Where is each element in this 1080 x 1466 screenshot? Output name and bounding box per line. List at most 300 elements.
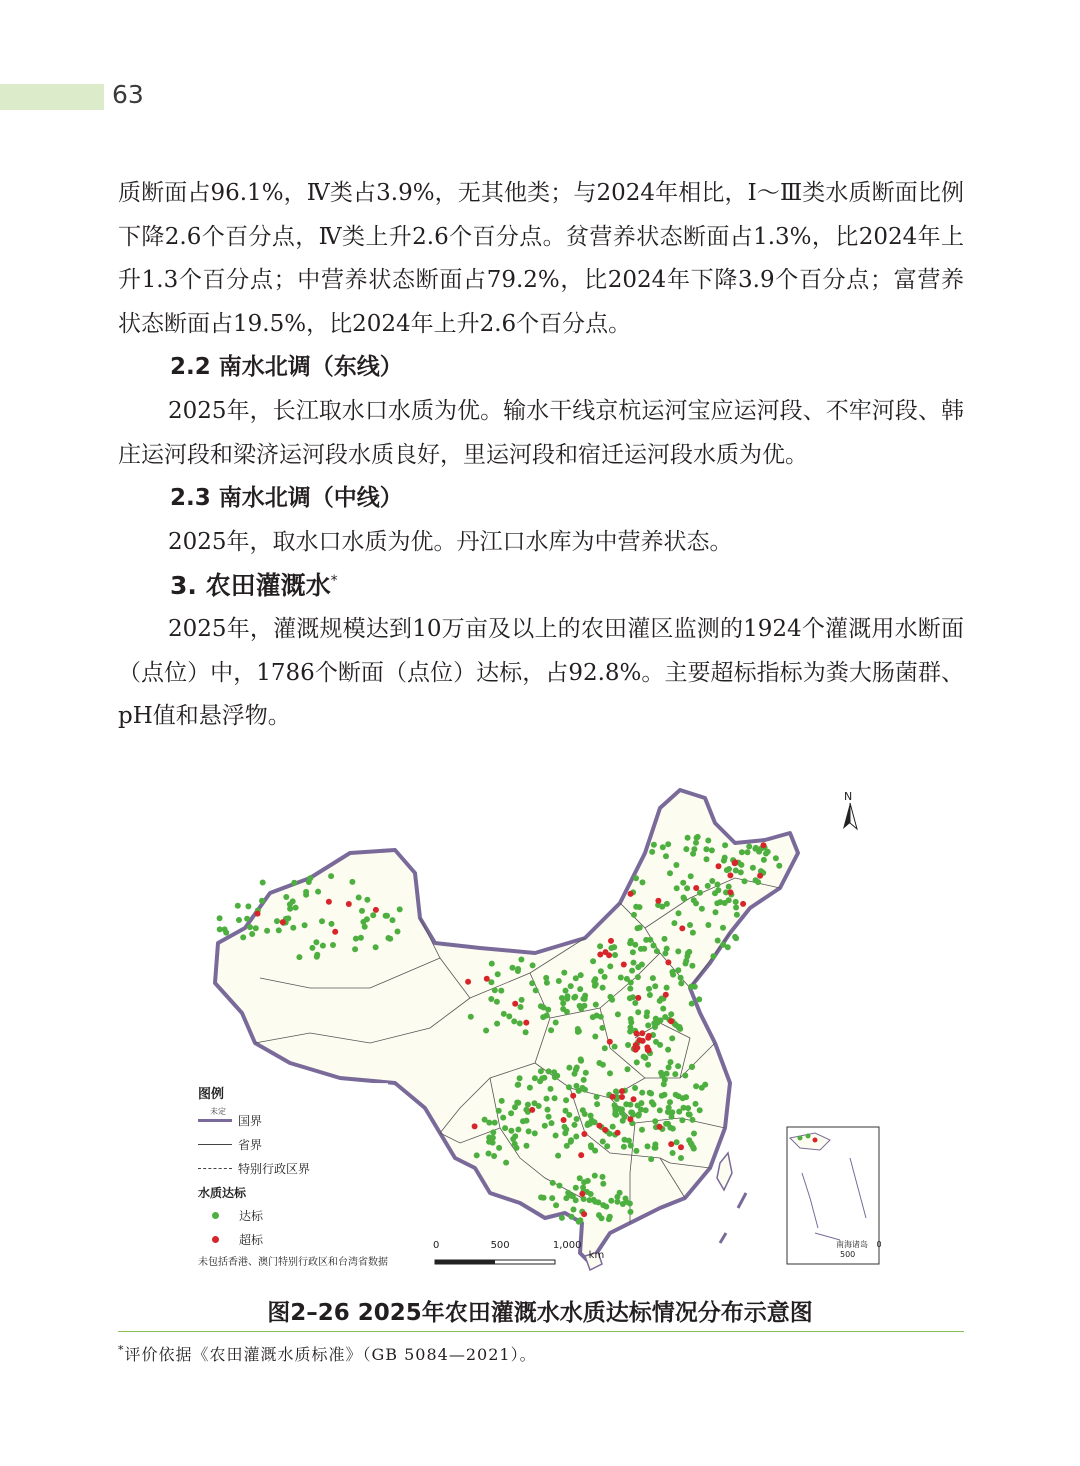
pass-point: [540, 1014, 546, 1020]
pass-point: [315, 889, 321, 895]
pass-point: [593, 981, 599, 987]
pass-point: [651, 1020, 657, 1026]
pass-point: [358, 935, 364, 941]
pass-point: [353, 936, 359, 942]
pass-point: [588, 1191, 594, 1197]
pass-point: [629, 968, 635, 974]
pass-point: [673, 862, 679, 868]
pass-point: [510, 965, 516, 971]
pass-point: [519, 997, 525, 1003]
pass-point: [651, 842, 657, 848]
pass-point: [274, 918, 280, 924]
pass-point: [631, 912, 637, 918]
fail-point: [668, 1141, 674, 1147]
pass-point: [352, 946, 358, 952]
fail-point: [621, 962, 627, 968]
pass-point: [633, 1148, 639, 1154]
fail-point: [645, 1047, 651, 1053]
pass-point: [329, 921, 335, 927]
pass-point: [607, 1070, 613, 1076]
pass-point: [247, 924, 253, 930]
pass-point: [679, 1117, 685, 1123]
pass-point: [373, 944, 379, 950]
pass-point: [562, 1124, 568, 1130]
pass-point: [651, 1102, 657, 1108]
inset-scale-500: 500: [840, 1250, 856, 1259]
fail-point: [326, 899, 332, 905]
pass-point: [623, 1196, 629, 1202]
pass-point: [687, 1112, 693, 1118]
sea-border-dashes: [720, 1193, 746, 1243]
pass-point: [349, 879, 355, 885]
pass-point: [734, 912, 740, 918]
pass-point: [264, 928, 270, 934]
pass-point: [538, 1068, 544, 1074]
pass-point: [630, 994, 636, 1000]
pass-point: [499, 1098, 505, 1104]
pass-point: [662, 936, 668, 942]
pass-dot-icon: [212, 1212, 219, 1219]
fail-point: [578, 1152, 584, 1158]
pass-point: [515, 1127, 521, 1133]
pass-point: [634, 1059, 640, 1065]
fail-point: [727, 872, 733, 878]
pass-point: [397, 906, 403, 912]
pass-point: [244, 916, 250, 922]
pass-point: [594, 1094, 600, 1100]
pass-point: [545, 1107, 551, 1113]
pass-point: [364, 897, 370, 903]
pass-point: [542, 1123, 548, 1129]
legend-title: 图例: [198, 1087, 225, 1102]
inset-label: [836, 1239, 890, 1259]
fail-point: [512, 1001, 518, 1007]
pass-point: [565, 993, 571, 999]
pass-point: [508, 1110, 514, 1116]
pass-point: [615, 1011, 621, 1017]
pass-point: [670, 1126, 676, 1132]
fail-point: [639, 1030, 645, 1036]
pass-point: [571, 995, 577, 1001]
pass-point: [514, 1100, 520, 1106]
pass-point: [632, 942, 638, 948]
pass-point: [720, 925, 726, 931]
pass-point: [668, 1059, 674, 1065]
pass-point: [553, 1020, 559, 1026]
pass-point: [549, 1195, 555, 1201]
pass-point: [628, 1019, 634, 1025]
fail-point: [579, 1191, 585, 1197]
pass-point: [517, 1020, 523, 1026]
pass-point: [387, 936, 393, 942]
legend-pass-label: 达标: [239, 1208, 264, 1223]
pass-point: [604, 1143, 610, 1149]
pass-point: [550, 1180, 556, 1186]
legend-fail-label: 超标: [239, 1232, 264, 1247]
pass-point: [501, 1011, 507, 1017]
footnote-mark: *: [330, 573, 338, 590]
fail-point: [596, 1123, 602, 1129]
fail-point: [634, 1031, 640, 1037]
pass-point: [675, 967, 681, 973]
pass-point: [582, 993, 588, 999]
pass-point: [608, 1198, 614, 1204]
pass-point: [697, 890, 703, 896]
fail-point: [678, 1144, 684, 1150]
fail-point: [636, 1037, 642, 1043]
pass-point: [217, 926, 223, 932]
pass-point: [587, 1197, 593, 1203]
figure-caption: 图2–26 2025年农田灌溉水水质达标情况分布示意图: [267, 1300, 813, 1326]
pass-point: [689, 963, 695, 969]
pass-point: [674, 1139, 680, 1145]
scale-tick-1000: 1,000: [552, 1240, 582, 1251]
pass-point: [581, 1196, 587, 1202]
legend-fail: [198, 1227, 388, 1251]
fail-point: [523, 1020, 529, 1026]
pass-point: [763, 851, 769, 857]
fail-point: [570, 1093, 576, 1099]
pass-point: [690, 851, 696, 857]
pass-point: [675, 948, 681, 954]
pass-point: [618, 975, 624, 981]
pass-point: [594, 1101, 600, 1107]
pass-point: [490, 1129, 496, 1135]
pass-point: [511, 1018, 517, 1024]
pass-point: [524, 1143, 530, 1149]
pass-point: [726, 866, 732, 872]
fail-point: [716, 863, 722, 869]
pass-point: [619, 1110, 625, 1116]
pass-point: [682, 1073, 688, 1079]
pass-point: [690, 930, 696, 936]
pass-point: [683, 961, 689, 967]
legend-quality-title: 水质达标: [198, 1186, 247, 1200]
pass-point: [663, 1121, 669, 1127]
pass-point: [313, 939, 319, 945]
pass-point: [566, 1084, 572, 1090]
pass-point: [678, 975, 684, 981]
pass-point: [486, 1135, 492, 1141]
pass-point: [560, 1000, 566, 1006]
pass-point: [746, 844, 752, 850]
pass-point: [678, 980, 684, 986]
scale-bar: [435, 1260, 555, 1264]
fail-point: [663, 992, 669, 998]
fail-point: [761, 842, 767, 848]
fail-point: [728, 889, 734, 895]
pass-point: [686, 949, 692, 955]
pass-point: [597, 943, 603, 949]
pass-point: [675, 1063, 681, 1069]
pass-point: [653, 1039, 659, 1045]
pass-point: [568, 983, 574, 989]
scale-tick-0: 0: [433, 1240, 440, 1251]
pass-point: [773, 855, 779, 861]
pass-point: [577, 1003, 583, 1009]
pass-point: [742, 878, 748, 884]
pass-point: [532, 1100, 538, 1106]
pass-point: [240, 934, 246, 940]
pass-point: [592, 1034, 598, 1040]
fail-point: [679, 925, 685, 931]
pass-point: [665, 1047, 671, 1053]
fail-point: [628, 891, 634, 897]
pass-point: [370, 912, 376, 918]
pass-point: [715, 882, 721, 888]
pass-point: [672, 1071, 678, 1077]
pass-point: [640, 879, 646, 885]
pass-point: [670, 1150, 676, 1156]
pass-point: [678, 1155, 684, 1161]
pass-point: [647, 992, 653, 998]
pass-point: [395, 929, 401, 935]
legend-sar-border-label: 特别行政区界: [238, 1161, 311, 1176]
pass-point: [489, 961, 495, 967]
pass-point: [699, 906, 705, 912]
pass-point: [578, 1058, 584, 1064]
pass-point: [552, 1095, 558, 1101]
pass-point: [596, 1060, 602, 1066]
pass-point: [526, 1128, 532, 1134]
pass-point: [699, 1085, 705, 1091]
pass-point: [677, 1026, 683, 1032]
fail-point: [608, 938, 614, 944]
pass-point: [641, 1054, 647, 1060]
pass-point: [600, 985, 606, 991]
pass-point: [498, 988, 504, 994]
pass-point: [561, 970, 567, 976]
fail-point: [472, 1123, 478, 1129]
pass-point: [544, 980, 550, 986]
pass-point: [687, 922, 693, 928]
pass-point: [359, 908, 365, 914]
pass-point: [600, 1139, 606, 1145]
pass-point: [713, 909, 719, 915]
pass-point: [627, 986, 633, 992]
pass-point: [320, 943, 326, 949]
paragraph-lake-quality: 质断面占96.1%，Ⅳ类占3.9%，无其他类；与2024年相比，Ⅰ～Ⅲ类水质断面比例下降2.6个百分点，Ⅳ类上升2.6个百分点。贫营养状态断面占1.3%，比2024年上升1.3个百分点；中营养状态断面占79.2%，比2024年下降3.9个百分点；富营养状态断面占19.5%，比2024年上升2.6个百分点。: [118, 180, 964, 337]
pass-point: [569, 1214, 575, 1220]
pass-point: [515, 1082, 521, 1088]
pass-point: [692, 984, 698, 990]
pass-point: [733, 868, 739, 874]
pass-point: [508, 1128, 514, 1134]
pass-point: [502, 1125, 508, 1131]
pass-point: [253, 925, 259, 931]
pass-point: [532, 1130, 538, 1136]
pass-point: [557, 1183, 563, 1189]
pass-point: [560, 1006, 566, 1012]
pass-point: [515, 966, 521, 972]
pass-point: [627, 1102, 633, 1108]
pass-point: [309, 945, 315, 951]
pass-point: [669, 969, 675, 975]
pass-point: [607, 1214, 613, 1220]
pass-point: [680, 880, 686, 886]
pass-point: [563, 1097, 569, 1103]
pass-point: [527, 1085, 533, 1091]
pass-point: [581, 1077, 587, 1083]
page-number: 63: [112, 80, 144, 109]
pass-point: [574, 1083, 580, 1089]
pass-point: [657, 1107, 663, 1113]
fail-point: [668, 1018, 674, 1024]
fail-point: [602, 1127, 608, 1133]
fail-point: [581, 1211, 587, 1217]
pass-point: [689, 1064, 695, 1070]
pass-point: [695, 834, 701, 840]
paragraph-east-route: 2025年，长江取水口水质为优。输水干线京杭运河宝应运河段、不牢河段、韩庄运河段和梁济运河段水质良好，里运河段和宿迁运河段水质为优。: [118, 397, 964, 468]
legend-provincial-border: [198, 1132, 388, 1156]
pass-point: [588, 1142, 594, 1148]
fail-point: [740, 901, 746, 907]
pass-point: [592, 1199, 598, 1205]
fail-point: [619, 1094, 625, 1100]
fail-point: [597, 952, 603, 958]
pass-point: [503, 1160, 509, 1166]
pass-point: [559, 1215, 565, 1221]
pass-point: [621, 1144, 627, 1150]
pass-point: [667, 1099, 673, 1105]
pass-point: [562, 1130, 568, 1136]
pass-point: [704, 856, 710, 862]
pass-point: [683, 846, 689, 852]
footnote: [118, 1342, 537, 1365]
pass-point: [645, 1062, 651, 1068]
pass-point: [582, 1111, 588, 1117]
fail-point: [607, 1039, 613, 1045]
pass-point: [523, 1029, 529, 1035]
pass-point: [722, 842, 728, 848]
pass-point: [733, 935, 739, 941]
pass-point: [573, 975, 579, 981]
pass-point: [652, 983, 658, 989]
pass-point: [627, 1029, 633, 1035]
pass-point: [673, 1092, 679, 1098]
footnote-text: 评价依据《农田灌溉水质标准》（GB 5084—2021）。: [124, 1345, 537, 1364]
pass-point: [307, 875, 313, 881]
pass-point: [761, 857, 767, 863]
pass-point: [356, 895, 362, 901]
pass-point: [259, 898, 265, 904]
pass-point: [776, 863, 782, 869]
pass-point: [362, 924, 368, 930]
pass-point: [681, 896, 687, 902]
pass-point: [733, 899, 739, 905]
pass-point: [709, 847, 715, 853]
fail-point: [529, 1107, 535, 1113]
heading-irrigation: [118, 564, 964, 608]
pass-point: [500, 1115, 506, 1121]
page-tab: [0, 84, 104, 110]
pass-point: [563, 988, 569, 994]
pass-point: [566, 1112, 572, 1118]
pass-point: [602, 1045, 608, 1051]
pass-point: [506, 1013, 512, 1019]
pass-point: [588, 1113, 594, 1119]
pass-point: [249, 931, 255, 937]
pass-point: [585, 1121, 591, 1127]
pass-point: [573, 1197, 579, 1203]
pass-point: [652, 1118, 658, 1124]
legend-pass: [198, 1203, 388, 1227]
pass-point: [697, 1107, 703, 1113]
pass-point: [290, 898, 296, 904]
fail-point: [346, 901, 352, 907]
pass-point: [612, 952, 618, 958]
pass-point: [703, 846, 709, 852]
scale-labels: [433, 1240, 605, 1261]
pass-point: [488, 996, 494, 1002]
pass-point: [529, 980, 535, 986]
pass-point: [633, 875, 639, 881]
pass-point: [582, 1087, 588, 1093]
legend-note: 未包括香港、澳门特别行政区和台湾省数据: [198, 1257, 388, 1268]
fail-point: [606, 952, 612, 958]
pass-point: [532, 1075, 538, 1081]
pass-point: [613, 1112, 619, 1118]
pass-point: [690, 1117, 696, 1123]
pass-point: [364, 916, 370, 922]
fail-point: [373, 907, 379, 913]
pass-point: [544, 1096, 550, 1102]
pass-point: [648, 1091, 654, 1097]
pass-point: [696, 996, 702, 1002]
pass-point: [302, 922, 308, 928]
pass-point: [611, 944, 617, 950]
pass-point: [545, 1007, 551, 1013]
pass-point: [553, 1202, 559, 1208]
pass-point: [693, 1083, 699, 1089]
pass-point: [683, 1094, 689, 1100]
pass-point: [593, 1002, 599, 1008]
pass-point: [328, 873, 334, 879]
fail-point: [757, 873, 763, 879]
pass-point: [548, 1086, 554, 1092]
pass-point: [496, 1108, 502, 1114]
pass-point: [578, 972, 584, 978]
pass-point: [689, 1001, 695, 1007]
pass-point: [599, 1025, 605, 1031]
pass-point: [739, 849, 745, 855]
pass-point: [715, 887, 721, 893]
pass-point: [649, 849, 655, 855]
paragraph-middle-route: 2025年，取水口水质为优。丹江口水库为中营养状态。: [168, 528, 733, 555]
pass-point: [745, 849, 751, 855]
north-arrow: [843, 803, 857, 829]
pass-point: [235, 903, 241, 909]
pass-point: [664, 901, 670, 907]
irrigation-map: [190, 778, 890, 1274]
pass-point: [710, 953, 716, 959]
pass-point: [721, 858, 727, 864]
scale-tick-500: 500: [490, 1240, 510, 1251]
pass-point: [688, 873, 694, 879]
pass-point: [585, 1178, 591, 1184]
pass-point: [537, 1078, 543, 1084]
fail-point: [655, 898, 661, 904]
pass-point: [577, 986, 583, 992]
heading-east-route: 2.2 南水北调（东线）: [170, 354, 403, 381]
fail-dot-icon: [212, 1236, 219, 1243]
pass-point: [635, 964, 641, 970]
body-text: [118, 172, 964, 739]
scale-unit: km: [588, 1250, 605, 1261]
pass-point: [664, 985, 670, 991]
pass-point: [628, 1209, 634, 1215]
pass-point: [631, 960, 637, 966]
